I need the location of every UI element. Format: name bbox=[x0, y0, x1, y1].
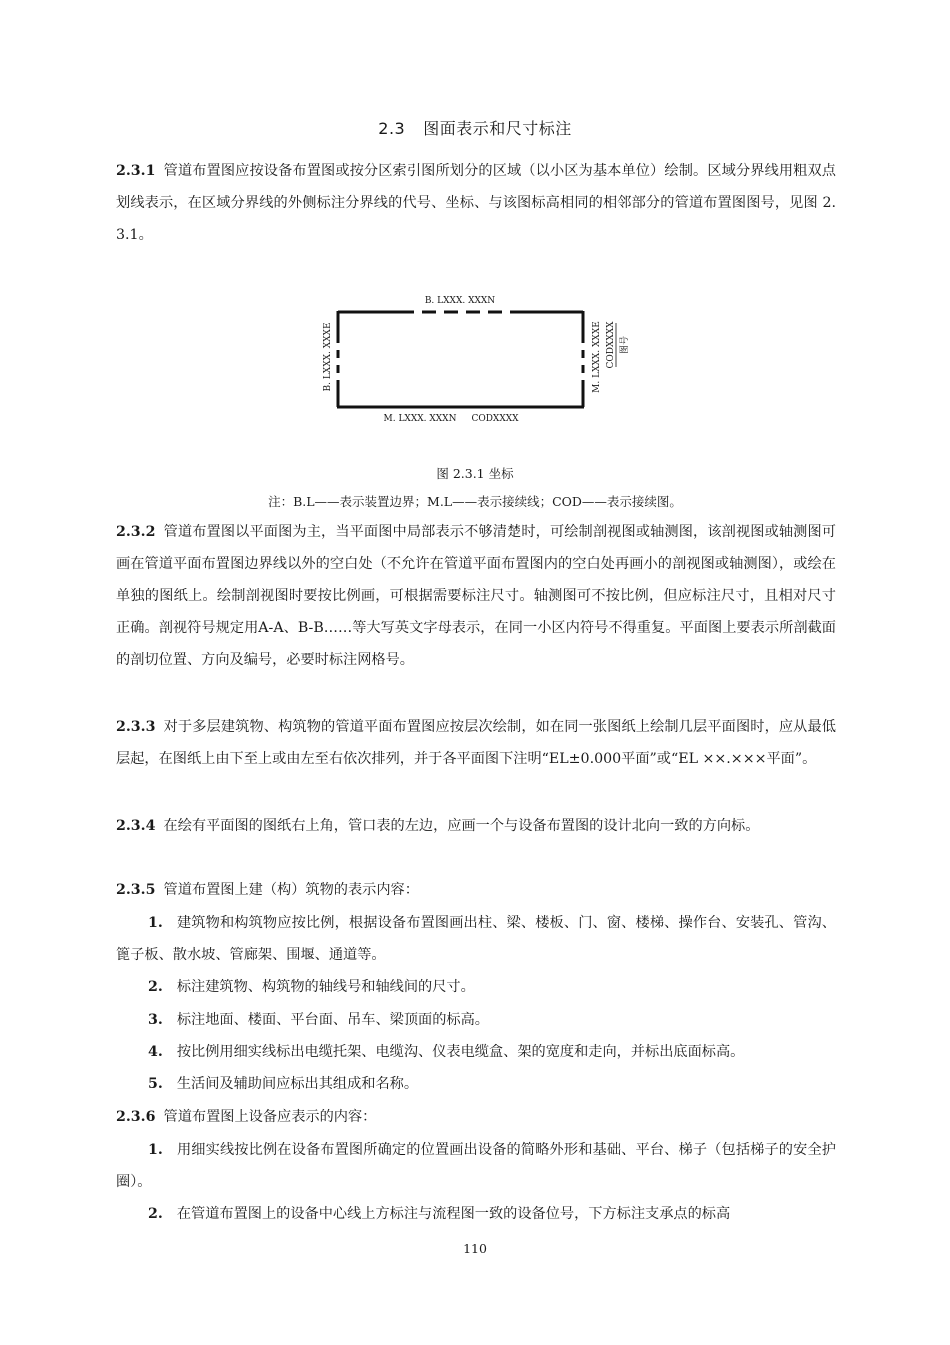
list-item bbox=[116, 1198, 836, 1230]
figure-caption: 图 2.3.1 坐标 bbox=[436, 466, 514, 481]
figure-bottom-code: CODXXXX bbox=[471, 414, 519, 424]
list-item-text: 用细实线按比例在设备布置图所确定的位置画出设备的简略外形和基础、平台、梯子（包括梯子的安全护圈）。 bbox=[116, 1142, 836, 1190]
section-number: 2.3 bbox=[378, 119, 406, 138]
list-item-number: 2. bbox=[148, 979, 163, 995]
clause-number: 2.3.1 bbox=[116, 163, 156, 179]
figure-bottom-label: M. LXXX. XXXN bbox=[383, 414, 457, 424]
paragraph-2-3-5 bbox=[116, 874, 836, 906]
clause-text: 管道布置图上建（构）筑物的表示内容： bbox=[163, 882, 419, 898]
list-item-number: 2. bbox=[148, 1206, 163, 1222]
paragraph-2-3-2 bbox=[116, 516, 836, 676]
clause-text: 对于多层建筑物、构筑物的管道平面布置图应按层次绘制，如在同一张图纸上绘制几层平面图时，应从最低层起，在图纸上由下至上或由左至右依次排列，并于各平面图下注明“EL±0.000平面”或“EL ××.×××平面”。 bbox=[116, 719, 836, 767]
figure-right-fig-label: 图号 bbox=[620, 335, 630, 355]
list-item bbox=[116, 971, 836, 1003]
list-item-text: 标注建筑物、构筑物的轴线号和轴线间的尺寸。 bbox=[176, 979, 475, 995]
section-title-text: 图面表示和尺寸标注 bbox=[423, 119, 572, 138]
section-title bbox=[0, 116, 950, 139]
list-item bbox=[116, 1004, 836, 1036]
list-item-number: 4. bbox=[148, 1044, 163, 1060]
figure-note: 注：B.L——表示装置边界；M.L——表示接续线；COD——表示接续图。 bbox=[268, 494, 682, 509]
boundary-figure bbox=[300, 285, 660, 430]
clause-number: 2.3.2 bbox=[116, 524, 156, 540]
figure-top-label: B. LXXX. XXXN bbox=[424, 296, 496, 306]
list-item bbox=[116, 1068, 836, 1100]
page-number: 110 bbox=[463, 1241, 487, 1256]
list-item-text: 按比例用细实线标出电缆托架、电缆沟、仪表电缆盒、架的宽度和走向，并标出底面标高。 bbox=[176, 1044, 745, 1060]
list-item-text: 生活间及辅助间应标出其组成和名称。 bbox=[176, 1076, 419, 1092]
clause-text: 管道布置图应按设备布置图或按分区索引图所划分的区域（以小区为基本单位）绘制。区域分界线用粗双点划线表示，在区域分界线的外侧标注分界线的代号、坐标、与该图标高相同的相邻部分的管道布置图图号，见图 2.3.1。 bbox=[116, 163, 836, 243]
list-item bbox=[116, 1036, 836, 1068]
list-item bbox=[116, 907, 836, 971]
list-item-text: 建筑物和构筑物应按比例，根据设备布置图画出柱、梁、楼板、门、窗、楼梯、操作台、安装孔、管沟、篦子板、散水坡、管廊架、围堰、通道等。 bbox=[116, 915, 836, 963]
paragraph-2-3-4 bbox=[116, 810, 836, 842]
clause-number: 2.3.3 bbox=[116, 719, 156, 735]
list-item bbox=[116, 1134, 836, 1198]
paragraph-2-3-1 bbox=[116, 155, 836, 251]
list-item-text: 在管道布置图上的设备中心线上方标注与流程图一致的设备位号，下方标注支承点的标高 bbox=[176, 1206, 731, 1222]
paragraph-2-3-3 bbox=[116, 711, 836, 775]
figure-left-label: B. LXXX. XXXE bbox=[323, 322, 333, 392]
clause-text: 管道布置图以平面图为主，当平面图中局部表示不够清楚时，可绘制剖视图或轴测图，该剖视图或轴测图可画在管道平面布置图边界线以外的空白处（不允许在管道平面布置图内的空白处再画小的剖视图或轴测图），或绘在单独的图纸上。绘制剖视图时要按比例画，可根据需要标注尺寸。轴测图可不按比例，但应标注尺寸，且相对尺寸正确。剖视符号规定用A-A、B-B……等大写英文字母表示，在同一小区内符号不得重复。平面图上要表示所剖截面的剖切位置、方向及编号，必要时标注网格号。 bbox=[116, 524, 836, 668]
clause-text: 管道布置图上设备应表示的内容： bbox=[163, 1109, 377, 1125]
list-item-number: 1. bbox=[148, 915, 163, 931]
paragraph-2-3-6 bbox=[116, 1101, 836, 1133]
figure-right-label: M. LXXX. XXXE bbox=[592, 321, 602, 393]
list-item-number: 1. bbox=[148, 1142, 163, 1158]
list-item-text: 标注地面、楼面、平台面、吊车、梁顶面的标高。 bbox=[176, 1012, 489, 1028]
clause-number: 2.3.5 bbox=[116, 882, 156, 898]
list-item-number: 3. bbox=[148, 1012, 163, 1028]
figure-right-code: CODXXXX bbox=[606, 321, 616, 369]
clause-text: 在绘有平面图的图纸右上角，管口表的左边，应画一个与设备布置图的设计北向一致的方向标。 bbox=[163, 818, 760, 834]
list-item-number: 5. bbox=[148, 1076, 163, 1092]
clause-number: 2.3.6 bbox=[116, 1109, 156, 1125]
figure-boundary-lines bbox=[337, 311, 584, 407]
clause-number: 2.3.4 bbox=[116, 818, 156, 834]
